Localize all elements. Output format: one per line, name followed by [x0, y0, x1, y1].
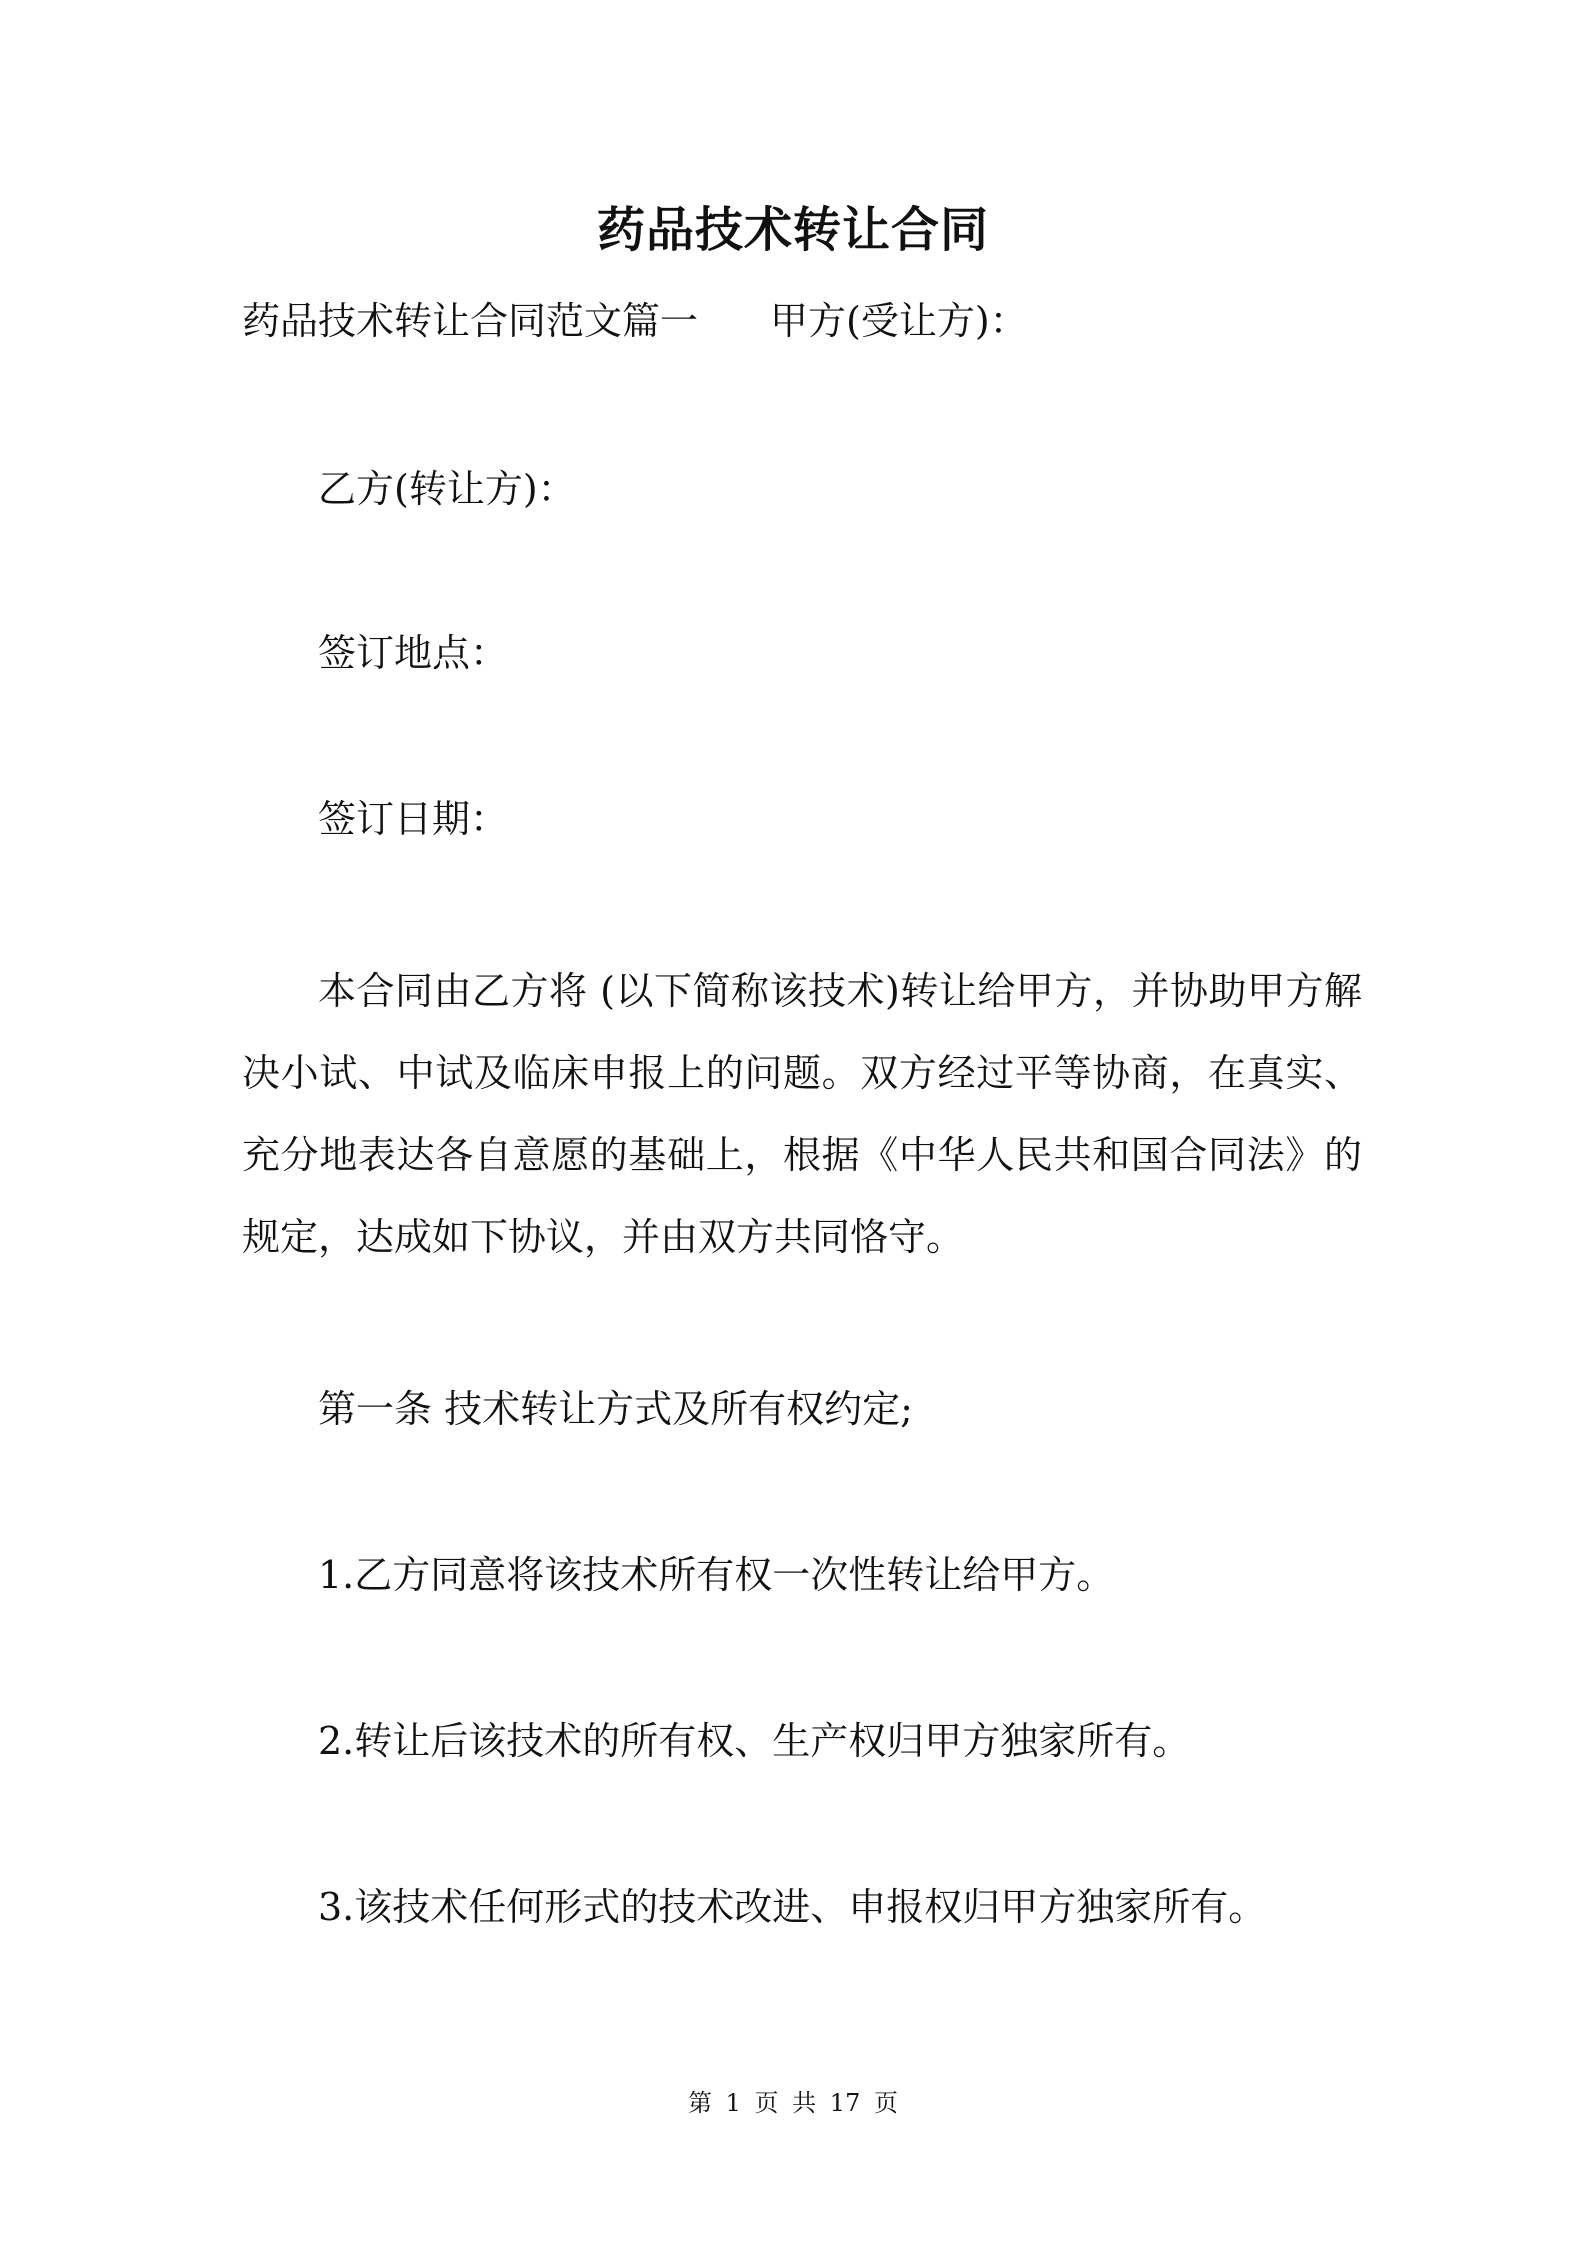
- party-b-label: 乙方(转让方)：: [318, 467, 576, 511]
- article-1-item-2: 2.转让后该技术的所有权、生产权归甲方独家所有。: [318, 1719, 1191, 1763]
- article-1-heading: 第一条 技术转让方式及所有权约定;: [318, 1387, 913, 1431]
- sign-date-label: 签订日期：: [318, 797, 509, 841]
- subtitle-left: 药品技术转让合同范文篇一: [242, 299, 699, 343]
- page-footer: 第 1 页 共 17 页: [688, 2089, 898, 2117]
- sign-place-label: 签订地点：: [318, 631, 509, 675]
- party-a-label: 甲方(受让方)：: [770, 299, 1028, 343]
- intro-paragraph: 本合同由乙方将 (以下简称该技术)转让给甲方，并协助甲方解决小试、中试及临床申报上的问题。双方经过平等协商，在真实、充分地表达各自意愿的基础上，根据《中华人民共和国合同法》的规定，达成如下协议，并由双方共同恪守。: [242, 969, 1362, 1259]
- document-title: 药品技术转让合同: [596, 202, 989, 258]
- article-1-item-1: 1.乙方同意将该技术所有权一次性转让给甲方。: [318, 1553, 1115, 1597]
- article-1-item-3: 3.该技术任何形式的技术改进、申报权归甲方独家所有。: [318, 1885, 1267, 1929]
